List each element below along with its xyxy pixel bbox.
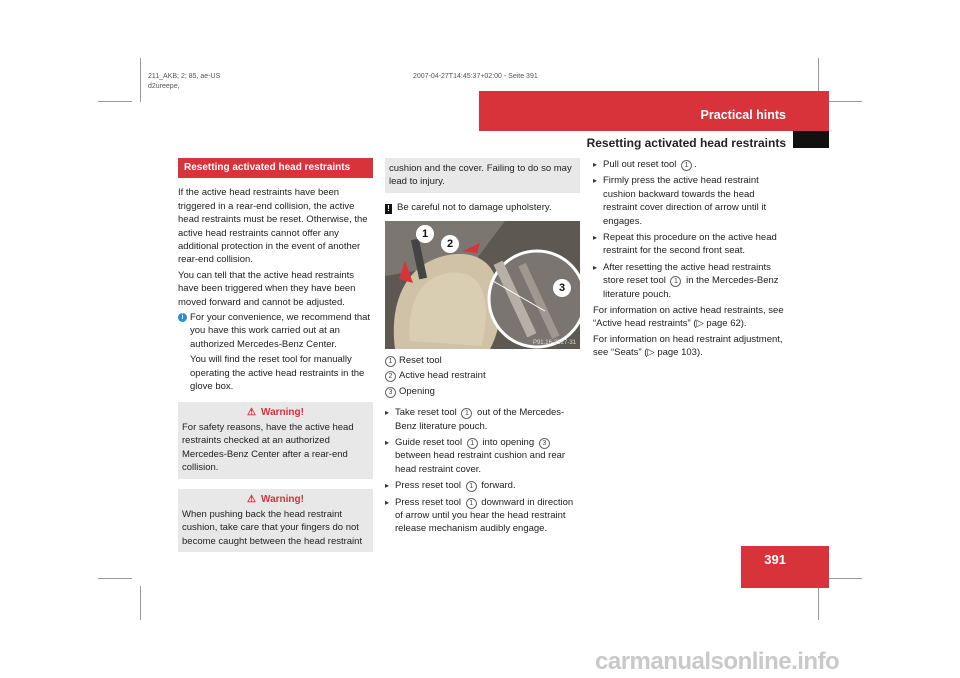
- warning-box: [178, 489, 373, 553]
- crop-mark: [140, 586, 141, 620]
- step-text: out of the Mercedes-Benz literature pouch.: [395, 407, 565, 432]
- step-text: Firmly press the active head restraint cushion backward towards the head restraint cover direction of arrow until it engages.: [603, 175, 767, 227]
- crop-mark: [98, 101, 132, 102]
- step-text: Guide reset tool: [395, 437, 465, 449]
- step-text: into opening: [479, 437, 537, 449]
- figure-illustration: [385, 221, 580, 349]
- instruction-step: [593, 231, 788, 258]
- instruction-step: [385, 496, 580, 536]
- print-meta-left: [148, 72, 220, 92]
- print-meta-line: 211_AKB; 2; 85, ae-US: [148, 73, 221, 80]
- step-text: Press reset tool: [395, 480, 464, 492]
- caution-note: [385, 201, 580, 214]
- paragraph: For information on active head restraints, see “Active head restraints” (▷ page 62).: [593, 305, 784, 330]
- crop-mark: [828, 101, 862, 102]
- callout-number: 1: [681, 160, 692, 171]
- crop-mark: [818, 586, 819, 620]
- instruction-step: [593, 158, 788, 171]
- warning-title-text: Warning!: [261, 493, 304, 505]
- step-text: After resetting the active head restraints store reset tool: [603, 261, 771, 287]
- print-meta-right: 2007-04-27T14:45:37+02:00 - Seite 391: [413, 73, 538, 80]
- warning-triangle-icon: ⚠: [247, 406, 256, 418]
- figure-label-2: 2: [441, 235, 459, 253]
- callout-number: 1: [670, 276, 681, 287]
- figure-code: P91.16-2527-31: [532, 340, 576, 346]
- legend-text: Active head restraint: [399, 370, 486, 382]
- callout-number: 1: [385, 356, 396, 367]
- step-text: Take reset tool: [395, 407, 460, 419]
- note-text: You will find the reset tool for manually operating the active head restraints in the glove box.: [190, 354, 365, 393]
- warning-title: [182, 406, 369, 419]
- callout-number: 3: [539, 438, 550, 449]
- column-3: [593, 158, 788, 362]
- column-1: [178, 158, 373, 552]
- figure-label-3: 3: [553, 279, 571, 297]
- info-note: [178, 311, 373, 393]
- crop-mark: [828, 578, 862, 579]
- callout-number: 1: [466, 481, 477, 492]
- warning-text: For safety reasons, have the active head restraints checked at an authorized Mercedes-Benz Center after a rear-end collision.: [182, 421, 354, 474]
- step-text: downward in direction of arrow until you hear the head restraint release mechanism audibly engage.: [395, 496, 574, 535]
- paragraph: You can tell that the active head restraints have been triggered when they have been moved forward and cannot be adjusted.: [178, 269, 356, 308]
- step-text: Pull out reset tool: [603, 159, 680, 170]
- watermark: carmanualsonline.info: [595, 648, 840, 675]
- chapter-title: Practical hints: [700, 108, 786, 122]
- step-text: Repeat this procedure on the active head restraint for the second front seat.: [603, 232, 777, 257]
- column-2-lower: [385, 354, 580, 539]
- step-text: between head restraint cushion and rear head restraint cover.: [395, 450, 566, 475]
- warning-title-text: Warning!: [261, 406, 304, 418]
- figure-label-1: 1: [416, 225, 434, 243]
- legend-item: [385, 354, 580, 367]
- paragraph: If the active head restraints have been triggered in a rear-end collision, the active head restraints must be reset. Otherwise, the active head restraints cannot offer any additional protection in the event of another rear-end collision.: [178, 187, 368, 266]
- caution-text: Be careful not to damage upholstery.: [397, 201, 552, 213]
- legend-item: [385, 385, 580, 398]
- callout-number: 2: [385, 371, 396, 382]
- step-text: forward.: [478, 480, 516, 492]
- step-text: .: [694, 159, 697, 170]
- warning-title: [182, 493, 369, 506]
- callout-number: 3: [385, 387, 396, 398]
- paragraph: For information on head restraint adjustment, see “Seats” (▷ page 103).: [593, 333, 783, 359]
- step-text: Press reset tool: [395, 496, 464, 508]
- header-tab: [793, 131, 829, 148]
- section-heading: Resetting activated head restraints: [178, 158, 373, 178]
- callout-number: 1: [467, 438, 478, 449]
- print-meta-line: d2ureepe,: [148, 83, 180, 90]
- crop-mark: [98, 578, 132, 579]
- column-2: [385, 158, 580, 216]
- warning-text: When pushing back the head restraint cushion, take care that your fingers do not become caught between the head restraint: [182, 508, 363, 547]
- instruction-step: [385, 479, 580, 492]
- callout-number: 1: [461, 408, 472, 419]
- instruction-step: [593, 261, 788, 301]
- warning-continued: [385, 158, 580, 193]
- head-restraint-figure: [385, 221, 580, 349]
- legend-item: [385, 369, 580, 382]
- instruction-step: [385, 436, 580, 476]
- instruction-step: [593, 174, 788, 228]
- warning-text: cushion and the cover. Failing to do so may lead to injury.: [389, 163, 572, 188]
- caution-icon: !: [385, 204, 392, 214]
- callout-number: 1: [466, 498, 477, 509]
- warning-triangle-icon: ⚠: [247, 493, 256, 505]
- instruction-step: [385, 406, 580, 433]
- section-title: Resetting activated head restraints: [586, 136, 786, 150]
- note-text: For your convenience, we recommend that you have this work carried out at an authorized Mercedes-Benz Center.: [190, 312, 371, 350]
- info-icon: i: [178, 313, 187, 322]
- legend-text: Reset tool: [399, 355, 442, 366]
- warning-box: [178, 402, 373, 479]
- step-text: in the Mercedes-Benz literature pouch.: [603, 275, 779, 300]
- crop-mark: [140, 58, 141, 102]
- page-number: 391: [764, 552, 786, 567]
- legend-text: Opening: [399, 385, 435, 397]
